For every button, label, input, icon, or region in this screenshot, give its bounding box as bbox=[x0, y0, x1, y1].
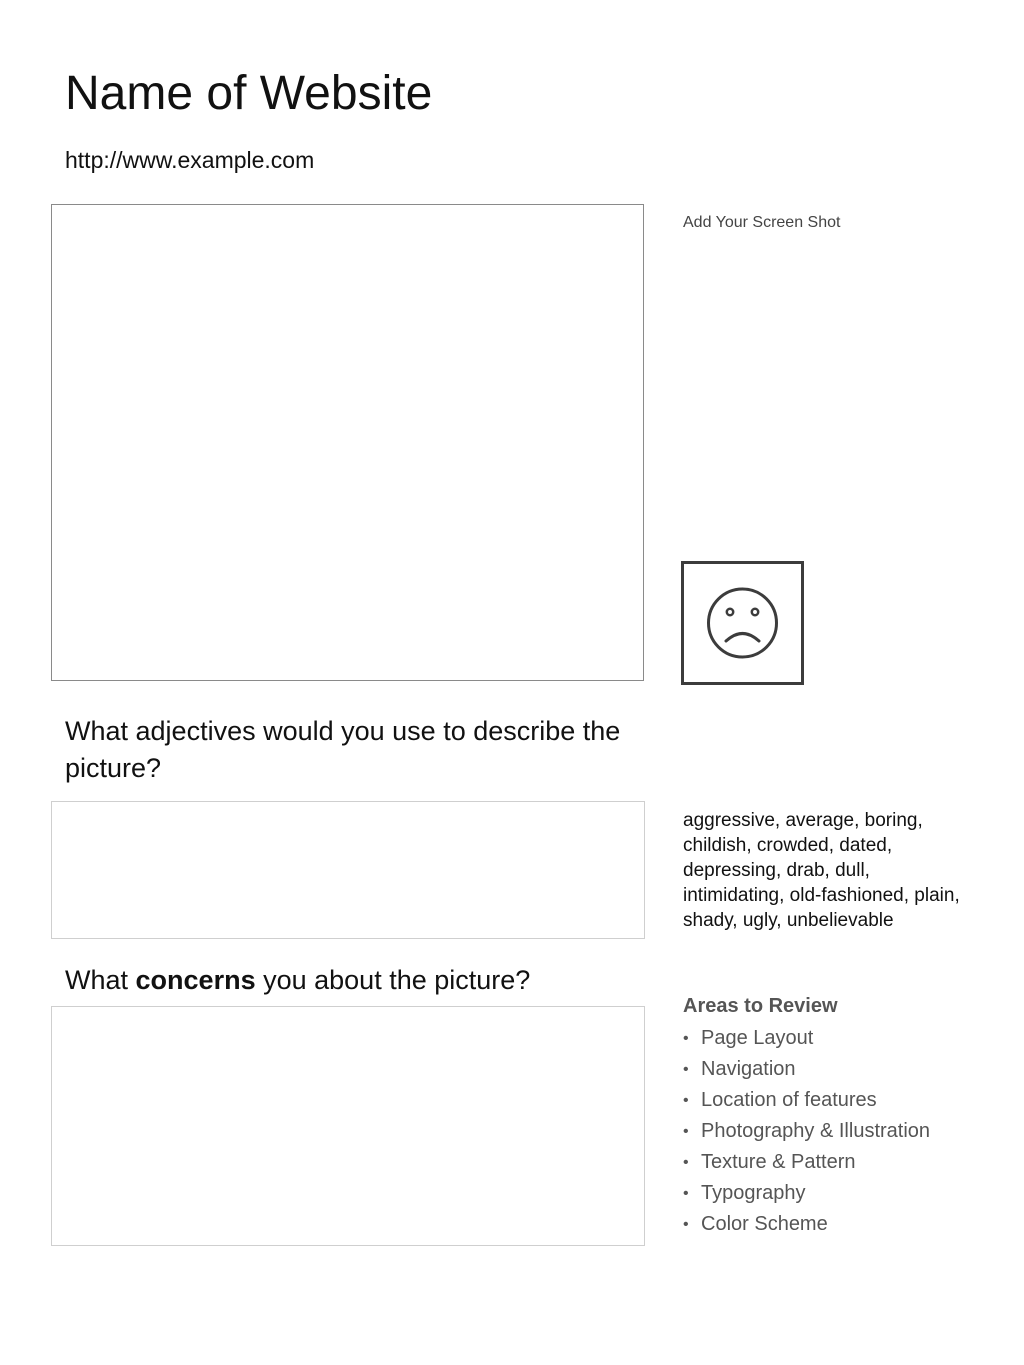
adjective-suggestions: aggressive, average, boring, childish, crowded, dated, depressing, drab, dull, intimidating, old-fashioned, plain, shady, ugly, unbelievable bbox=[683, 810, 960, 931]
rating-face-box bbox=[681, 561, 804, 685]
list-item: • Photography & Illustration bbox=[683, 1120, 931, 1142]
areas-to-review-list bbox=[683, 1023, 930, 1240]
concerns-answer-box[interactable] bbox=[51, 1006, 645, 1246]
list-item: • Location of features bbox=[683, 1089, 877, 1111]
areas-to-review-heading: Areas to Review bbox=[683, 995, 838, 1017]
concerns-question-emphasis: concerns bbox=[135, 965, 256, 995]
list-item: • Texture & Pattern bbox=[683, 1151, 856, 1173]
site-title: Name of Website bbox=[65, 67, 433, 120]
adjectives-question: What adjectives would you use to describe the picture? bbox=[65, 716, 621, 783]
add-screenshot-label: Add Your Screen Shot bbox=[683, 214, 841, 231]
list-item: • Typography bbox=[683, 1182, 806, 1204]
list-item: • Color Scheme bbox=[683, 1213, 828, 1235]
sad-face-icon bbox=[684, 564, 801, 682]
concerns-question-suffix: you about the picture? bbox=[255, 965, 531, 995]
concerns-question bbox=[65, 962, 645, 999]
screenshot-placeholder[interactable] bbox=[51, 204, 644, 681]
list-item: • Page Layout bbox=[683, 1027, 814, 1049]
adjectives-answer-box[interactable] bbox=[51, 801, 645, 939]
site-url: http://www.example.com bbox=[65, 147, 315, 173]
list-item: • Navigation bbox=[683, 1058, 796, 1080]
concerns-question-prefix: What bbox=[65, 965, 136, 995]
